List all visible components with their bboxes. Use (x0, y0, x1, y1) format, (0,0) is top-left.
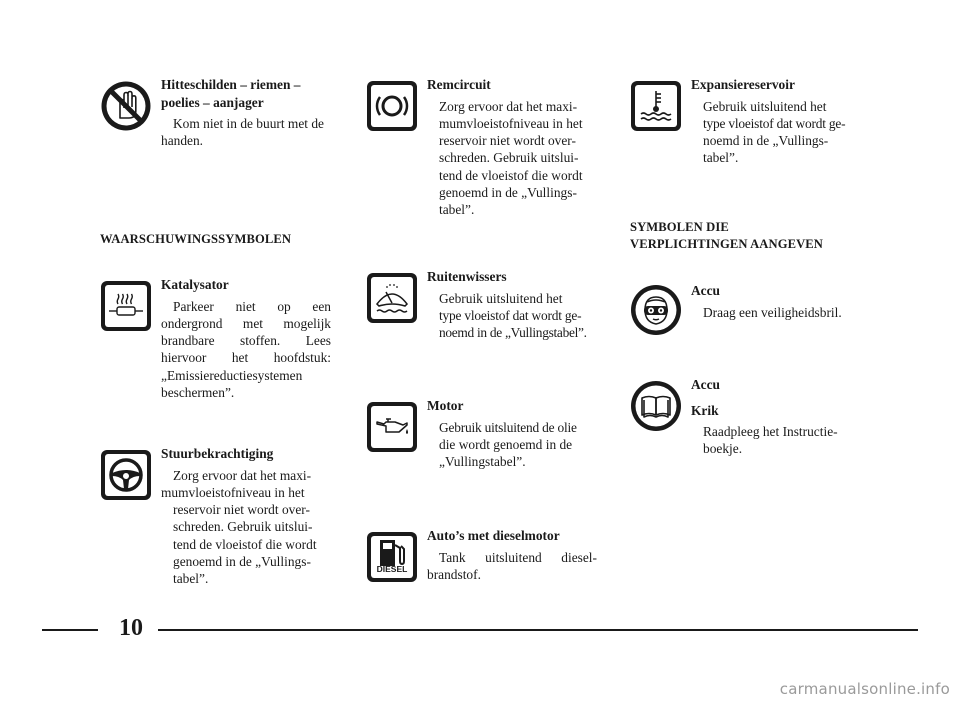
expansion-tank-body: Gebruik uitsluitend het type vloeistof dat wordt ge- noemd in de „Vullings- tabel”. (703, 98, 846, 166)
middle-column (366, 0, 606, 709)
watermark-text: carmanualsonline.info (779, 680, 950, 698)
oil-can-icon (366, 401, 418, 453)
wipers-body: Gebruik uitsluitend het type vloeistof dat wordt ge- noemd in de „Vullingstabel”. (439, 290, 587, 341)
power-steering-body: Zorg ervoor dat het maxi- mumvloeistofniveau in het reservoir niet wordt over- schreden. Gebruik uitslui- tend de vloeistof die wordt genoemd in de „Vullings- tabel”. (161, 467, 317, 587)
catalyst-icon (100, 280, 152, 332)
battery-jack-title-1: Accu (691, 377, 721, 392)
power-steering-title: Stuurbekrachtiging (161, 446, 274, 461)
windscreen-washer-icon (366, 272, 418, 324)
diesel-icon-label: DIESEL (376, 564, 408, 574)
diesel-body: Tank uitsluitend diesel-brandstof. (427, 549, 597, 582)
safety-goggles-icon (630, 284, 682, 336)
manual-book-icon (630, 380, 682, 432)
diesel-pump-icon (366, 531, 418, 583)
catalyst-body: Parkeer niet op een ondergrond met mogelijk brandbare stoffen. Lees hiervoor het hoofdstuk: „Emissiereductiesystemen beschermen”. (161, 298, 331, 400)
no-hands-icon (100, 80, 152, 132)
warning-symbols-heading: WAARSCHUWINGSSYMBOLEN (100, 232, 292, 246)
catalyst-title: Katalysator (161, 277, 229, 292)
expansion-tank-title: Expansiereservoir (691, 77, 795, 92)
footer-rule-left (42, 629, 98, 631)
mandatory-symbols-heading: SYMBOLEN DIE VERPLICHTINGEN AANGEVEN (630, 220, 823, 251)
heat-shields-title: Hitteschilden – riemen – poelies – aanjager (161, 77, 301, 110)
coolant-temperature-icon (630, 80, 682, 132)
brake-circuit-body: Zorg ervoor dat het maxi- mumvloeistofniveau in het reservoir niet wordt over- schreden. Gebruik uitslui- tend de vloeistof die wordt genoemd in de „Vullings- tabel”. (439, 98, 583, 218)
brake-circuit-title: Remcircuit (427, 77, 491, 92)
brake-circuit-icon (366, 80, 418, 132)
wipers-title: Ruitenwissers (427, 269, 507, 284)
battery-jack-title-2: Krik (691, 402, 719, 418)
footer-rule-right (158, 629, 918, 631)
left-column (100, 0, 340, 709)
steering-wheel-icon (100, 449, 152, 501)
heat-shields-body: Kom niet in de buurt met de handen. (161, 116, 324, 149)
engine-title: Motor (427, 398, 464, 413)
battery-jack-body: Raadpleeg het Instructie- boekje. (703, 424, 838, 457)
right-column (630, 0, 870, 709)
battery-goggles-title: Accu (691, 283, 721, 298)
page-number: 10 (119, 615, 143, 641)
engine-body: Gebruik uitsluitend de olie die wordt genoemd in de „Vullingstabel”. (439, 419, 577, 470)
battery-goggles-body: Draag een veiligheidsbril. (703, 304, 842, 320)
diesel-title: Auto’s met dieselmotor (427, 528, 560, 543)
